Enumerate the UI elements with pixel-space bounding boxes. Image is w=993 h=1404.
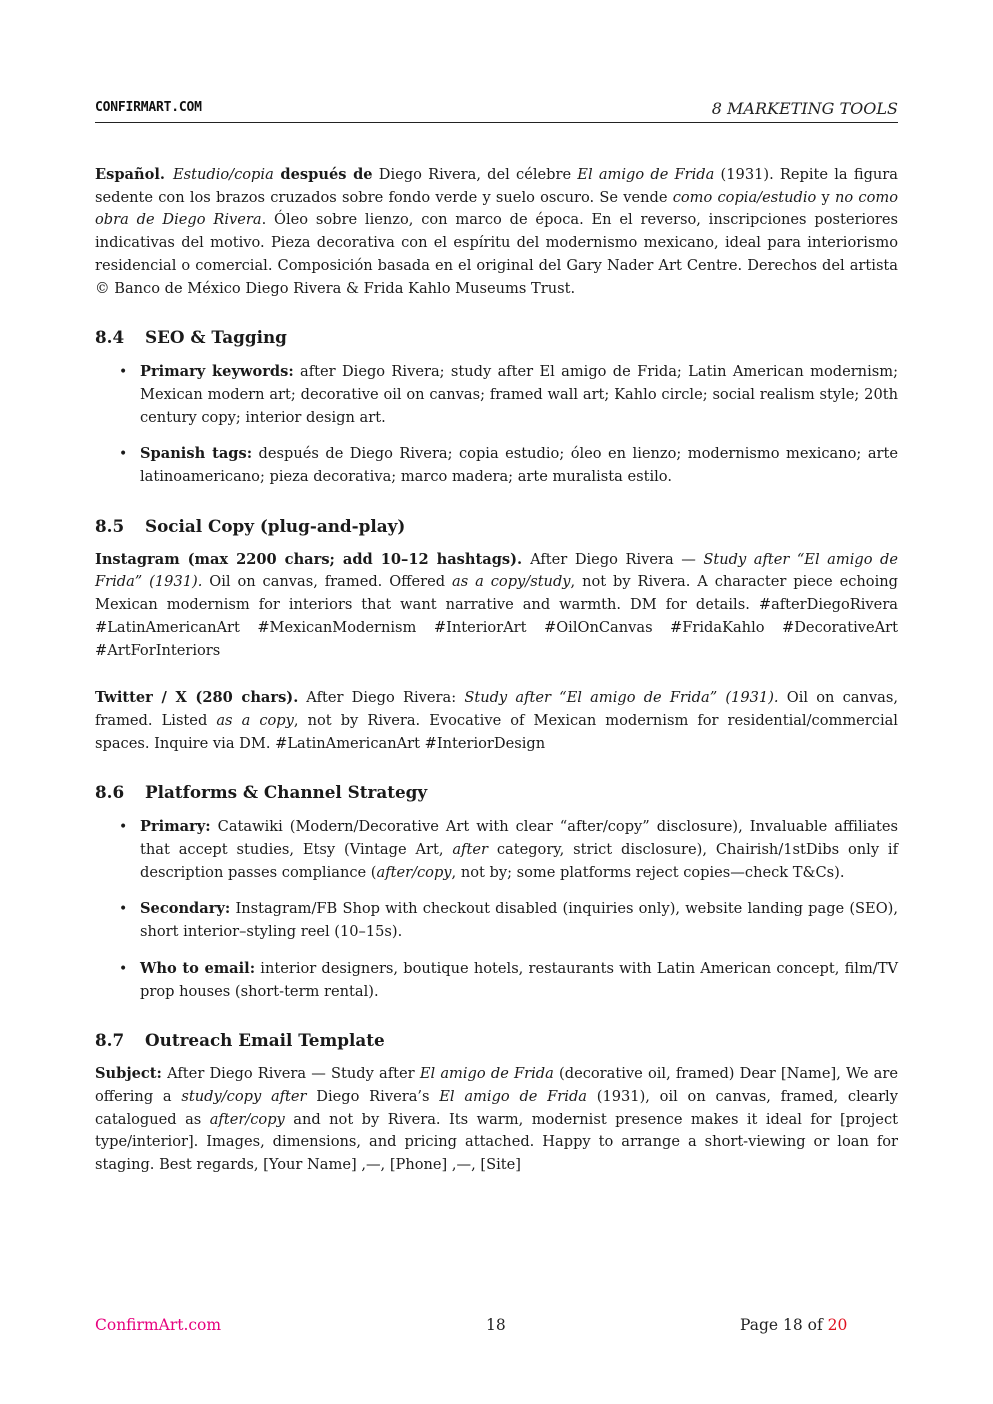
instagram-copy: Instagram (max 2200 chars; add 10–12 hashtags). After Diego Rivera — Study after “El amigo de Frida” (1931). Oil on canvas, framed. Offered as a copy/study, not by Rivera. A character piece echoing Mexican modernism for interiors that want narrative and warmth. DM for details. #afterDiegoRivera #LatinAmericanArt #MexicanModernism #InteriorArt #OilOnCanvas #FridaKahlo #DecorativeArt #ArtForInteriors bbox=[95, 550, 899, 659]
list-item: • Who to email: interior designers, boutique hotels, restaurants with Latin American concept, film/TV prop houses (short-term rental). bbox=[95, 958, 898, 1003]
list-item: • Secondary: Instagram/FB Shop with checkout disabled (inquiries only), website landing page (SEO), short interior–styling reel (10–15s). bbox=[95, 898, 898, 943]
page-body bbox=[95, 164, 898, 1177]
footer-page-count: Page 18 of 20 bbox=[740, 1316, 848, 1334]
page-header bbox=[95, 98, 898, 123]
brand-logo: CONFIRMART.COM bbox=[95, 100, 202, 115]
footer-site-link[interactable]: ConfirmArt.com bbox=[95, 1316, 222, 1334]
section-heading-outreach: 8.7 Outreach Email Template bbox=[95, 1030, 385, 1051]
platforms-list bbox=[95, 816, 898, 1003]
footer-page-number: 18 bbox=[486, 1316, 506, 1334]
list-item: • Primary keywords: after Diego Rivera; study after El amigo de Frida; Latin American modernism; Mexican modern art; decorative oil on canvas; framed wall art; Kahlo circle; social realism style; 20th century copy; interior design art. bbox=[95, 361, 898, 429]
running-title: 8 MARKETING TOOLS bbox=[711, 99, 898, 118]
list-item: • Primary: Catawiki (Modern/Decorative Art with clear “after/copy” disclosure), Invaluable affiliates that accept studies, Etsy (Vintage Art, after category, strict disclosure), Chairish/1stDibs only if description passes compliance (after/copy, not by; some platforms reject copies—check T&Cs). bbox=[95, 816, 898, 884]
outreach-email-template: Subject: After Diego Rivera — Study after El amigo de Frida (decorative oil, framed) Dear [Name], We are offering a study/copy after Diego Rivera’s El amigo de Frida (1931), oil on canvas, framed, clearly catalogued as after/copy and not by Rivera. Its warm, modernist presence makes it ideal for [project type/interior]. Images, dimensions, and pricing attached. Happy to arrange a short-viewing or loan for staging. Best regards, [Your Name] ,—, [Phone] ,—, [Site] bbox=[95, 1065, 898, 1174]
section-heading-social: 8.5 Social Copy (plug-and-play) bbox=[95, 515, 406, 536]
total-pages-link[interactable]: 20 bbox=[827, 1316, 848, 1334]
twitter-copy: Twitter / X (280 chars). After Diego Rivera: Study after “El amigo de Frida” (1931). Oil on canvas, framed. Listed as a copy, not by Rivera. Evocative of Mexican modernism for residential/commercial spaces. Inquire via DM. #LatinAmericanArt #InteriorDesign bbox=[95, 689, 898, 752]
seo-list bbox=[95, 361, 898, 489]
spanish-lead: Español. bbox=[95, 166, 165, 183]
section-heading-platforms: 8.6 Platforms & Channel Strategy bbox=[95, 782, 428, 803]
section-heading-seo: 8.4 SEO & Tagging bbox=[95, 327, 287, 348]
list-item: • Spanish tags: después de Diego Rivera; copia estudio; óleo en lienzo; modernismo mexicano; arte latinoamericano; pieza decorativa; marco madera; arte muralista estilo. bbox=[95, 443, 898, 488]
spanish-description: Español. Estudio/copia después de Diego Rivera, del célebre El amigo de Frida (1931). Repite la figura sedente con los brazos cruzados sobre fondo verde y suelo oscuro. Se vende como copia/estudio y no como obra de Diego Rivera. Óleo sobre lienzo, con marco de época. En el reverso, inscripciones posteriores indicativas del motivo. Pieza decorativa con el espíritu del modernismo mexicano, ideal para interiorismo residencial o comercial. Composición basada en el original del Gary Nader Art Centre. Derechos del artista © Banco de México Diego Rivera & Frida Kahlo Museums Trust. bbox=[95, 166, 898, 297]
